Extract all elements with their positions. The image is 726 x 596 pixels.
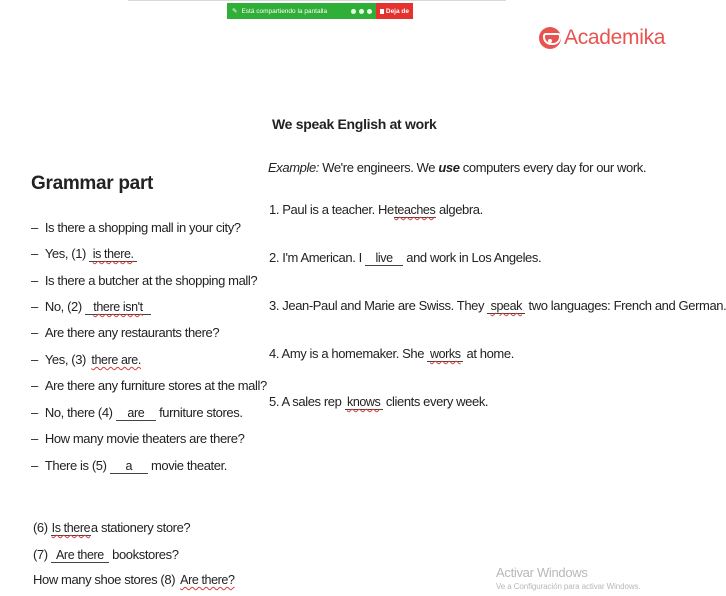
exercise-1: 1. Paul is a teacher. Heteaches algebra. xyxy=(269,202,483,217)
stop-sharing-button[interactable] xyxy=(376,3,413,19)
extra-question-7: (7) Are there bookstores? xyxy=(33,547,179,562)
share-controls xyxy=(351,9,376,14)
academika-logo xyxy=(539,26,665,50)
answer-blank-6[interactable]: Is there xyxy=(51,521,91,535)
exercise-5: 5. A sales rep knows clients every week. xyxy=(269,394,489,409)
grammar-title: Grammar part xyxy=(31,173,154,194)
grammar-line-6: – Yes, (3) there are. xyxy=(31,352,143,367)
answer-blank-2[interactable]: there isn't xyxy=(85,299,151,315)
exercise-blank-3[interactable]: speak xyxy=(487,298,525,314)
grammar-line-10: – There is (5) a movie theater. xyxy=(31,458,228,473)
grammar-line-5: – Are there any restaurants there? xyxy=(31,325,220,340)
speaker-icon[interactable] xyxy=(351,9,356,14)
answer-blank-4[interactable]: are xyxy=(116,405,156,421)
grammar-line-1: – Is there a shopping mall in your city? xyxy=(31,220,241,235)
exercise-blank-4[interactable]: works xyxy=(427,346,463,362)
grammar-line-3: – Is there a butcher at the shopping mall? xyxy=(31,273,258,288)
watermark-subtitle: Ve a Configuración para activar Windows. xyxy=(496,582,641,591)
exercise-blank-5[interactable]: knows xyxy=(345,394,383,410)
grammar-line-2: – Yes, (1) is there. xyxy=(31,246,137,262)
example-sentence: Example: We're engineers. We use computers every day for our work. xyxy=(268,160,647,175)
share-status xyxy=(227,3,376,19)
mic-icon[interactable] xyxy=(367,9,372,14)
exercise-3: 3. Jean-Paul and Marie are Swiss. They speak two languages: French and German. xyxy=(269,298,726,313)
answer-blank-8[interactable]: Are there? xyxy=(180,573,235,587)
exercise-4: 4. Amy is a homemaker. She works at home. xyxy=(269,346,514,361)
exercise-blank-2[interactable]: live xyxy=(365,250,403,266)
extra-question-8: How many shoe stores (8) Are there? xyxy=(33,572,235,587)
exercise-blank-1[interactable]: teaches xyxy=(394,203,436,217)
grammar-line-8: – No, there (4) are furniture stores. xyxy=(31,405,243,420)
answer-blank-3[interactable]: there are. xyxy=(91,353,141,367)
grammar-line-7: – Are there any furniture stores at the mall? xyxy=(31,378,267,393)
camera-icon[interactable] xyxy=(359,9,364,14)
screen-share-bar xyxy=(227,3,413,19)
graduation-cap-icon xyxy=(539,27,561,49)
extra-question-6: (6) Is therea stationery store? xyxy=(33,520,191,535)
answer-blank-7[interactable]: Are there xyxy=(51,547,109,563)
logo-text: Academika xyxy=(564,26,666,49)
stop-icon xyxy=(380,9,384,14)
watermark-title: Activar Windows xyxy=(496,565,588,580)
windows-activation-watermark xyxy=(496,565,641,591)
stop-sharing-label: Deja de xyxy=(385,7,409,15)
share-icon: ✎ xyxy=(232,8,238,15)
grammar-line-9: – How many movie theaters are there? xyxy=(31,431,245,446)
grammar-line-4: – No, (2) there isn't xyxy=(31,299,151,315)
share-status-text: Está compartiendo la pantalla xyxy=(241,7,328,15)
top-divider xyxy=(128,0,506,1)
worksheet-title: We speak English at work xyxy=(272,116,437,132)
answer-blank-5[interactable]: a xyxy=(110,458,148,474)
exercise-2: 2. I'm American. I live and work in Los Angeles. xyxy=(269,250,542,265)
answer-blank-1[interactable]: is there. xyxy=(89,246,137,262)
